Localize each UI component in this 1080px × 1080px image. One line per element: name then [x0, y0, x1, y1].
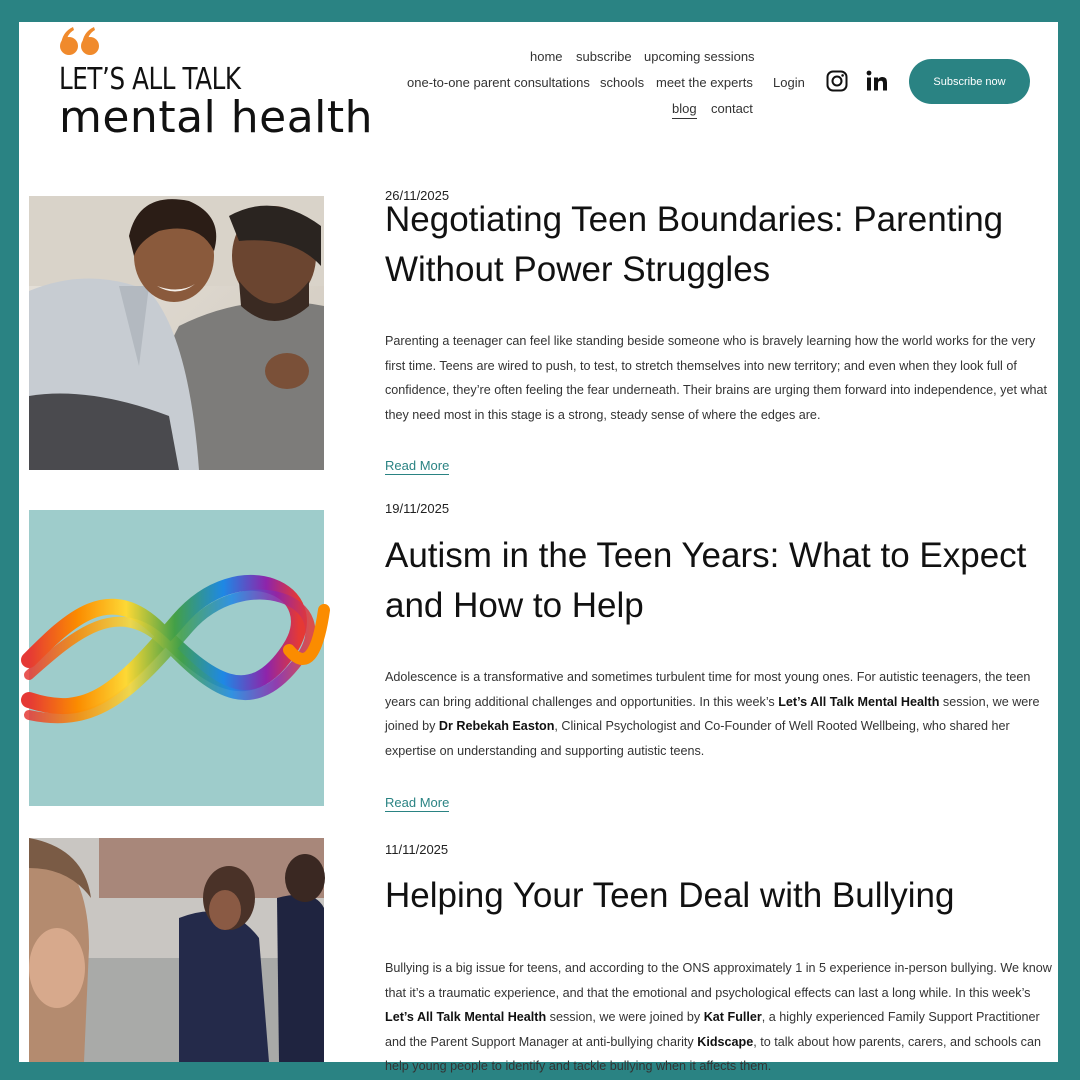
post-title[interactable]: Negotiating Teen Boundaries: Parenting Without Power Struggles: [385, 200, 1004, 289]
post-image-bullying[interactable]: [29, 838, 324, 1062]
site-logo[interactable]: [59, 26, 374, 146]
linkedin-icon[interactable]: [866, 70, 888, 92]
nav-parent-consultations[interactable]: one-to-one parent consultations: [407, 75, 590, 90]
nav-contact[interactable]: contact: [711, 101, 753, 116]
nav-upcoming-sessions[interactable]: upcoming sessions: [644, 49, 755, 64]
post-date: 19/11/2025: [385, 501, 450, 516]
quote-mark-icon: [59, 26, 101, 56]
post-title[interactable]: Helping Your Teen Deal with Bullying: [385, 876, 955, 915]
post-excerpt: Parenting a teenager can feel like standing beside someone who is bravely learning how the world works for the very first time. Teens are wired to push, to test, to stretch themselves into new territory; and even when they look full of confidence, they’re often feeling the fear underneath. Their brains are urging them forward into independence, yet what they need most in this stage is a strong, steady sense of where the edges are.: [385, 334, 1048, 422]
read-more-link[interactable]: Read More: [385, 458, 450, 473]
read-more-link[interactable]: Read More: [385, 795, 450, 810]
nav-subscribe[interactable]: subscribe: [576, 49, 632, 64]
nav-blog[interactable]: blog: [672, 101, 697, 119]
rainbow-infinity-ribbon-photo: [29, 510, 324, 806]
subscribe-now-button[interactable]: Subscribe now: [909, 59, 1030, 104]
post-excerpt: Adolescence is a transformative and sometimes turbulent time for most young ones. For autistic teenagers, the teen years can bring additional challenges and opportunities. In this week’s Let’s All Talk Mental Health session, we were joined by Dr Rebekah Easton, Clinical Psychologist and Co-Founder of Well Rooted Wellbeing, who shared her expertise on understanding and supporting autistic teens.: [385, 670, 1040, 758]
teen-parent-photo: [29, 196, 324, 470]
page-frame: [19, 22, 1058, 1073]
post-excerpt: Bullying is a big issue for teens, and according to the ONS approximately 1 in 5 experience in-person bullying. We know that it’s a traumatic experience, and that the emotional and psychological effects can last a long while. In this week’s Let’s All Talk Mental Health session, we were joined by Kat Fuller, a highly experienced Family Support Practitioner and the Parent Support Manager at anti-bullying charity Kidscape, to talk about how parents, carers, and schools can help young people to identify and tackle bullying when it affects them.: [385, 961, 1052, 1073]
instagram-icon[interactable]: [826, 70, 848, 92]
school-bullying-photo: [29, 838, 324, 1062]
nav-meet-the-experts[interactable]: meet the experts: [656, 75, 753, 90]
logo-text-bottom: mental health: [59, 92, 374, 143]
post-title[interactable]: Autism in the Teen Years: What to Expect and How to Help: [385, 536, 1027, 625]
post-image-rainbow-ribbon[interactable]: [29, 510, 324, 806]
nav-login[interactable]: Login: [773, 75, 805, 90]
post-image-teen-parent[interactable]: [29, 196, 324, 470]
nav-schools[interactable]: schools: [600, 75, 645, 90]
post-date: 11/11/2025: [385, 842, 449, 857]
logo-text-top: LET’S ALL TALK: [59, 62, 241, 97]
nav-home[interactable]: home: [530, 49, 563, 64]
post-date: 26/11/2025: [385, 188, 450, 203]
